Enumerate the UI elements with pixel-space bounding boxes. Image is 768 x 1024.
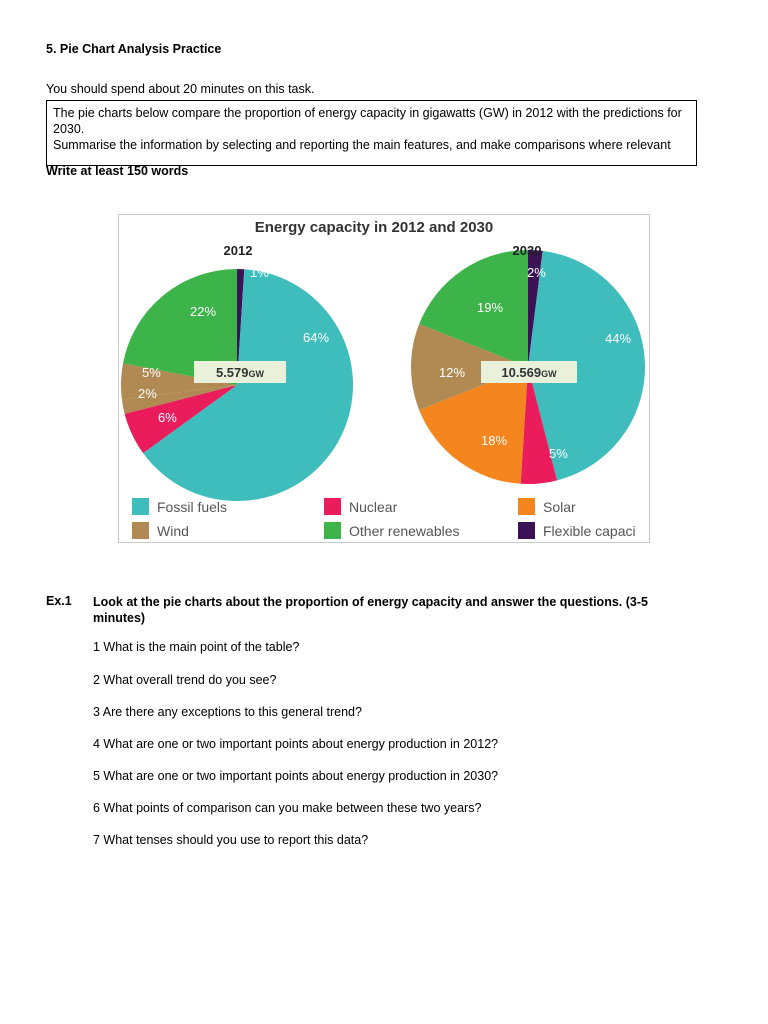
legend-label-flexible-capaci: Flexible capaci — [543, 523, 636, 539]
word-count-note: Write at least 150 words — [46, 164, 189, 178]
legend-swatch-flexible-capaci — [518, 522, 535, 539]
question-6: 6 What points of comparison can you make between these two years? — [93, 801, 482, 815]
question-5: 5 What are one or two important points about energy production in 2030? — [93, 769, 499, 783]
legend-swatch-solar — [518, 498, 535, 515]
pie-2030-label-other-renewables: 19% — [477, 300, 504, 315]
legend-label-wind: Wind — [157, 523, 189, 539]
pie-2030-year-label: 2030 — [512, 243, 542, 258]
legend-swatch-other-renewables — [324, 522, 341, 539]
section-title: 5. Pie Chart Analysis Practice — [46, 42, 222, 56]
question-4: 4 What are one or two important points about energy production in 2012? — [93, 737, 499, 751]
task-line: Summarise the information by selecting and reporting the main features, and make comparisons where relevant — [53, 138, 671, 152]
task-line: 2030. — [53, 122, 85, 136]
legend-swatch-fossil-fuels — [132, 498, 149, 515]
pie-chart-figure — [118, 214, 650, 543]
question-3: 3 Are there any exceptions to this general trend? — [93, 705, 362, 719]
pie-2030-label-fossil-fuels: 44% — [605, 331, 632, 346]
pie-2012-label-wind: 2% — [138, 386, 157, 401]
exercise-instruction — [93, 594, 693, 626]
pie-2012-year-label: 2012 — [223, 243, 253, 258]
pie-2030-label-nuclear: 5% — [549, 446, 568, 461]
pie-2030-total-label: 10.569GW — [501, 365, 557, 380]
legend-label-solar: Solar — [543, 499, 576, 515]
pie-2030-label-wind: 12% — [439, 365, 466, 380]
exercise-label: Ex.1 — [46, 594, 72, 608]
pie-2030-label-solar: 18% — [481, 433, 508, 448]
task-box — [46, 100, 697, 166]
pie-2012-total-unit: GW — [248, 369, 265, 379]
legend-label-other-renewables: Other renewables — [349, 523, 460, 539]
pie-2030-total-unit: GW — [541, 369, 557, 379]
legend-label-nuclear: Nuclear — [349, 499, 398, 515]
pie-2012-label-other-renewables: 22% — [190, 304, 217, 319]
pie-2012-label-flexible-capaci: 1% — [250, 265, 269, 280]
pie-2012-label-wind: 5% — [142, 365, 161, 380]
pie-2030-label-flexible-capaci: 2% — [527, 265, 546, 280]
question-2: 2 What overall trend do you see? — [93, 673, 277, 687]
exercise-instruction-line: minutes) — [93, 611, 146, 625]
pie-2012-label-nuclear: 6% — [158, 410, 177, 425]
legend-swatch-wind — [132, 522, 149, 539]
question-1: 1 What is the main point of the table? — [93, 640, 300, 654]
exercise-instruction-line: Look at the pie charts about the proportion of energy capacity and answer the questions. (3-5 — [93, 595, 648, 609]
task-line: The pie charts below compare the proportion of energy capacity in gigawatts (GW) in 2012 with the predictions for — [53, 106, 682, 120]
pie-2012-label-fossil-fuels: 64% — [303, 330, 330, 345]
chart-title: Energy capacity in 2012 and 2030 — [254, 219, 494, 236]
question-7: 7 What tenses should you use to report this data? — [93, 833, 369, 847]
pie-2012-total-label: 5.579GW — [215, 365, 265, 380]
pie-chart-svg — [119, 215, 649, 542]
legend-label-fossil-fuels: Fossil fuels — [157, 499, 228, 515]
time-note: You should spend about 20 minutes on this task. — [46, 82, 315, 96]
legend-swatch-nuclear — [324, 498, 341, 515]
